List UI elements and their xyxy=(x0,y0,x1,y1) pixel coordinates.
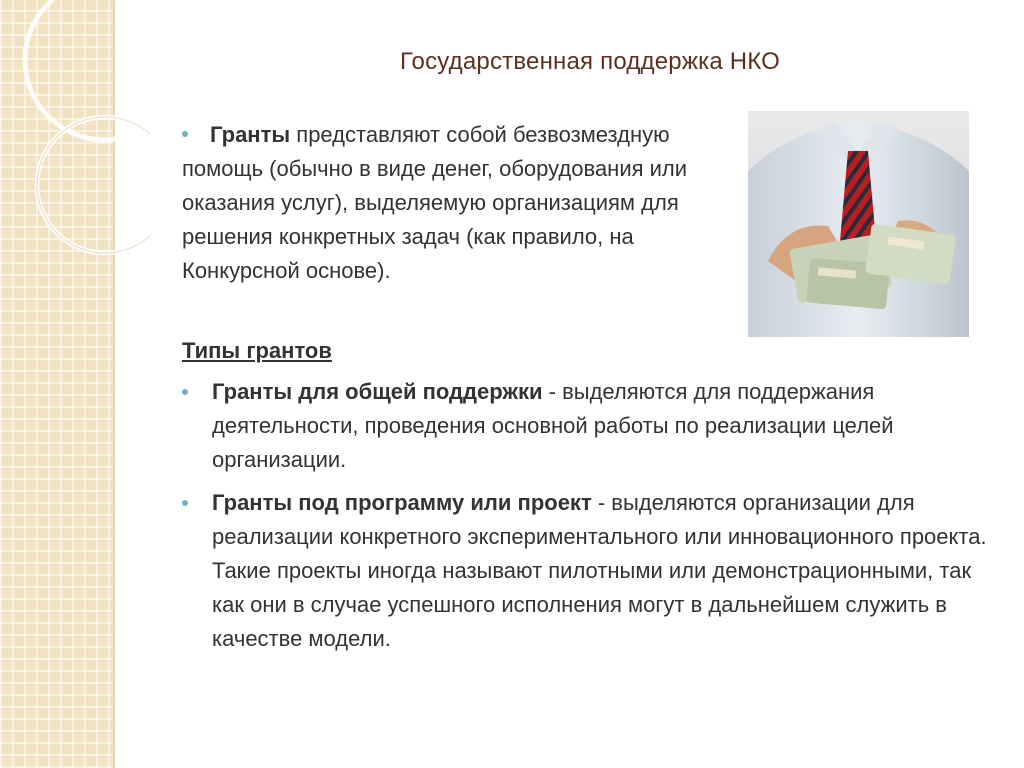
grant-type-term: Гранты под программу или проект xyxy=(212,490,592,515)
grant-type-term: Гранты для общей поддержки xyxy=(212,379,543,404)
grant-type-description: - выделяются организации для реализации конкретного экспериментального или инновационного проекта. Такие проекты иногда называют пилотными или демонстрационными, так как они в случае успешного исполнения могут в дальнейшем служить в качестве модели. xyxy=(212,490,987,651)
general-support-bullet-icon xyxy=(182,389,188,395)
grants-definition-text: представляют собой безвозмездную помощь (обычно в виде денег, оборудования или оказания услуг), выделяемую организациям для решения конкретных задач (как правило, на Конкурсной основе). xyxy=(182,122,688,283)
man-giving-money-photo xyxy=(748,111,969,337)
grants-definition xyxy=(182,118,722,288)
project-grant-bullet-icon xyxy=(182,500,188,506)
grant-types-heading: Типы грантов xyxy=(182,338,332,363)
slide-title: Государственная поддержка НКО xyxy=(399,48,781,75)
grants-term: Гранты xyxy=(210,122,291,147)
grant-type-project xyxy=(212,486,1002,656)
decorative-rings-icon xyxy=(0,0,150,260)
grant-type-general-support xyxy=(212,375,1002,477)
grant-type-description: - выделяются для поддержания деятельности, проведения основной работы по реализации целей организации. xyxy=(212,379,894,472)
